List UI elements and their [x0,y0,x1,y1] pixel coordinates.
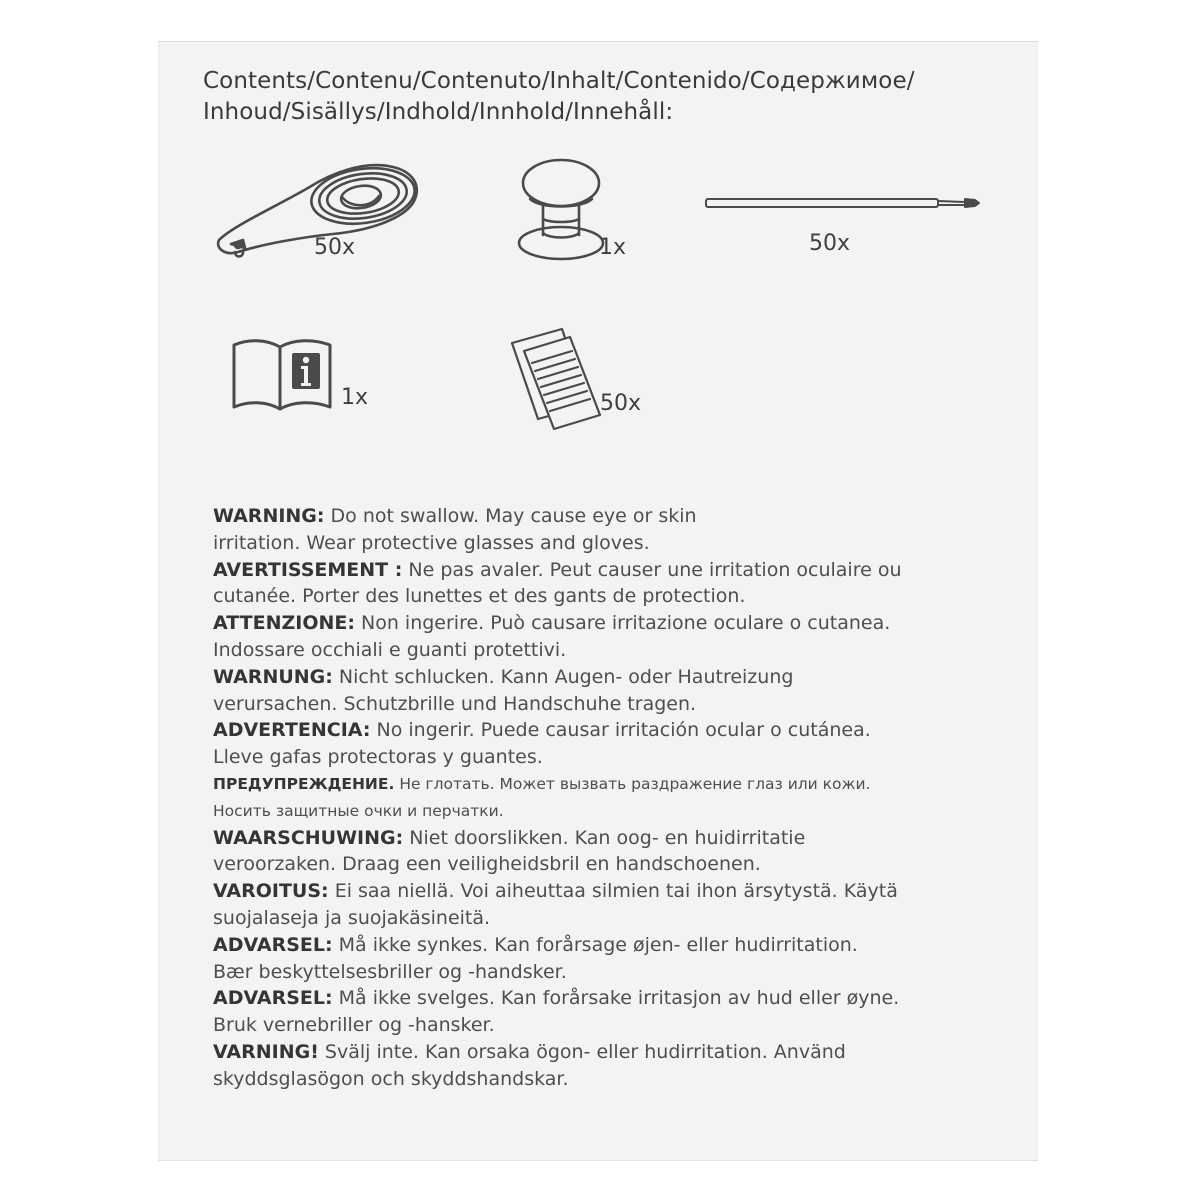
paper-sheets-quantity: 50x [600,391,642,416]
warning-text: Svälj inte. Kan orsaka ögon- eller hudirritation. Använd [318,1040,846,1063]
warning-keyword: VARNING! [213,1040,319,1063]
warning-text: Må ikke svelges. Kan forårsake irritasjon av hud eller øyne. [332,987,900,1010]
instruction-booklet-quantity: 1x [341,385,369,410]
warning-keyword: VAROITUS: [213,880,329,903]
warning-text: cutanée. Porter des lunettes et des gants de protection. [213,585,746,608]
warning-text: Bruk vernebriller og -hansker. [213,1014,495,1037]
warning-nl [213,825,1023,879]
warning-keyword: ADVERTENCIA: [213,719,371,742]
contents-heading [203,66,1033,128]
contents-heading-line-1: Contents/Contenu/Contenuto/Inhalt/Contenido/Содержимое/ [203,68,915,94]
brush-stick-quantity: 50x [809,231,851,256]
warning-fr [213,557,1023,611]
warning-sv [213,1039,1023,1093]
warning-text: suojalaseja ja suojakäsineitä. [213,906,491,929]
instruction-booklet-icon [228,335,338,415]
warning-text: irritation. Wear protective glasses and gloves. [213,531,650,554]
warning-keyword: ADVARSEL: [213,987,333,1010]
warning-text: Носить защитные очки и перчатки. [213,801,504,820]
warning-text: Bær beskyttelsesbriller og -handsker. [213,960,567,983]
warning-text: veroorzaken. Draag een veiligheidsbril en handschoenen. [213,853,761,876]
warning-text: Nicht schlucken. Kann Augen- oder Hautreizung [332,665,794,688]
warning-keyword: AVERTISSEMENT : [213,558,403,581]
warning-text: Ne pas avaler. Peut causer une irritation oculaire ou [402,558,902,581]
warning-de [213,664,1023,718]
warning-text: Må ikke synkes. Kan forårsage øjen- eller hudirritation. [332,933,858,956]
warning-text: skyddsglasögon och skyddshandskar. [213,1067,569,1090]
warning-keyword: WAARSCHUWING: [213,826,404,849]
safety-warnings [213,503,1023,1093]
paper-sheets-icon [508,325,608,435]
warning-text: Niet doorslikken. Kan oog- en huidirritatie [403,826,806,849]
contents-heading-line-2: Inhoud/Sisällys/Indhold/Innhold/Innehåll: [203,99,674,125]
packaging-panel [158,41,1038,1161]
warning-text: Не глотать. Может вызвать раздражение глаз или кожи. [394,774,871,793]
reusable-cap-quantity: 1x [599,235,627,260]
warning-text: verursachen. Schutzbrille und Handschuhe tragen. [213,692,697,715]
warning-es [213,717,1023,771]
foil-wrap-clip-quantity: 50x [314,235,356,260]
brush-stick-icon [703,193,983,215]
warning-text: No ingerir. Puede causar irritación ocular o cutánea. [370,719,871,742]
warning-ru [213,771,1023,825]
warning-text: Indossare occhiali e guanti protettivi. [213,638,567,661]
warning-text: Lleve gafas protectoras y guantes. [213,746,543,769]
warning-keyword: ADVARSEL: [213,933,333,956]
warning-text: Ei saa niellä. Voi aiheuttaa silmien tai ihon ärsytystä. Käytä [328,880,898,903]
warning-text: Non ingerire. Può causare irritazione oculare o cutanea. [354,612,891,635]
warning-no [213,985,1023,1039]
warning-da [213,932,1023,986]
warning-en [213,503,1023,557]
warning-fi [213,878,1023,932]
reusable-cap-icon [516,157,606,263]
warning-keyword: WARNING: [213,505,325,527]
warning-keyword: ПРЕДУПРЕЖДЕНИЕ. [213,774,395,793]
warning-keyword: WARNUNG: [213,665,333,688]
warning-text: Do not swallow. May cause eye or skin [324,505,697,527]
warning-it [213,610,1023,664]
warning-keyword: ATTENZIONE: [213,612,355,635]
